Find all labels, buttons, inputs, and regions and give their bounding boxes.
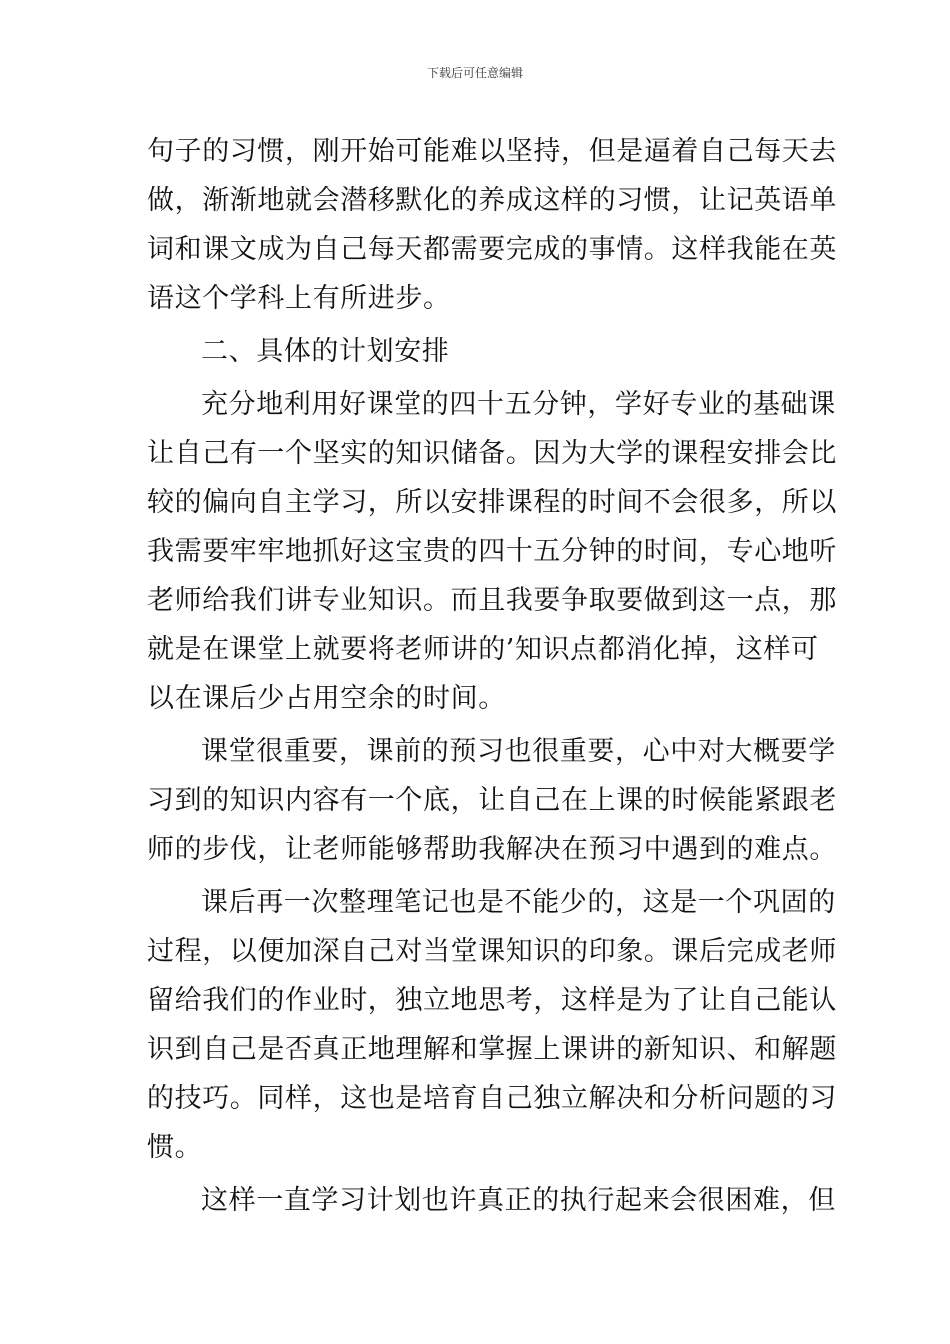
text-line: 词和课文成为自己每天都需要完成的事情。这样我能在英 <box>147 234 837 265</box>
text-line: 老师给我们讲专业知识。而且我要争取要做到这一点，那 <box>147 585 837 616</box>
text-line: 留给我们的作业时，独立地思考，这样是为了让自己能认 <box>147 985 837 1016</box>
text-line: 就是在课堂上就要将老师讲的’知识点都消化掉，这样可 <box>147 634 819 665</box>
text-line: 让自己有一个坚实的知识储备。因为大学的课程安排会比 <box>147 438 837 469</box>
text-line: 的技巧。同样，这也是培育自己独立解决和分析问题的习 <box>147 1083 837 1114</box>
paragraph-first-line: 充分地利用好课堂的四十五分钟，学好专业的基础课 <box>201 389 836 420</box>
text-line: 较的偏向自主学习，所以安排课程的时间不会很多，所以 <box>147 487 837 518</box>
text-line: 习到的知识内容有一个底，让自己在上课的时候能紧跟老 <box>147 785 837 816</box>
section-heading: 二、具体的计划安排 <box>201 336 450 367</box>
text-line: 惯。 <box>147 1132 203 1163</box>
paragraph-first-line: 课后再一次整理笔记也是不能少的，这是一个巩固的 <box>201 887 836 918</box>
paragraph-first-line: 课堂很重要，课前的预习也很重要，心中对大概要学 <box>201 736 836 767</box>
text-line: 做，渐渐地就会潜移默化的养成这样的习惯，让记英语单 <box>147 185 837 216</box>
document-body <box>147 127 837 1225</box>
text-line: 师的步伐，让老师能够帮助我解决在预习中遇到的难点。 <box>147 834 837 865</box>
paragraph-first-line: 这样一直学习计划也许真正的执行起来会很困难，但 <box>201 1185 836 1216</box>
text-line: 以在课后少占用空余的时间。 <box>147 683 506 714</box>
text-line: 我需要牢牢地抓好这宝贵的四十五分钟的时间，专心地听 <box>147 536 837 567</box>
text-line: 过程，以便加深自己对当堂课知识的印象。课后完成老师 <box>147 936 837 967</box>
text-line: 识到自己是否真正地理解和掌握上课讲的新知识、和解题 <box>147 1034 837 1065</box>
page-header-note: 下载后可任意编辑 <box>426 66 523 80</box>
text-line: 句子的习惯，刚开始可能难以坚持，但是逼着自己每天去 <box>147 136 837 167</box>
text-line: 语这个学科上有所进步。 <box>147 283 451 314</box>
